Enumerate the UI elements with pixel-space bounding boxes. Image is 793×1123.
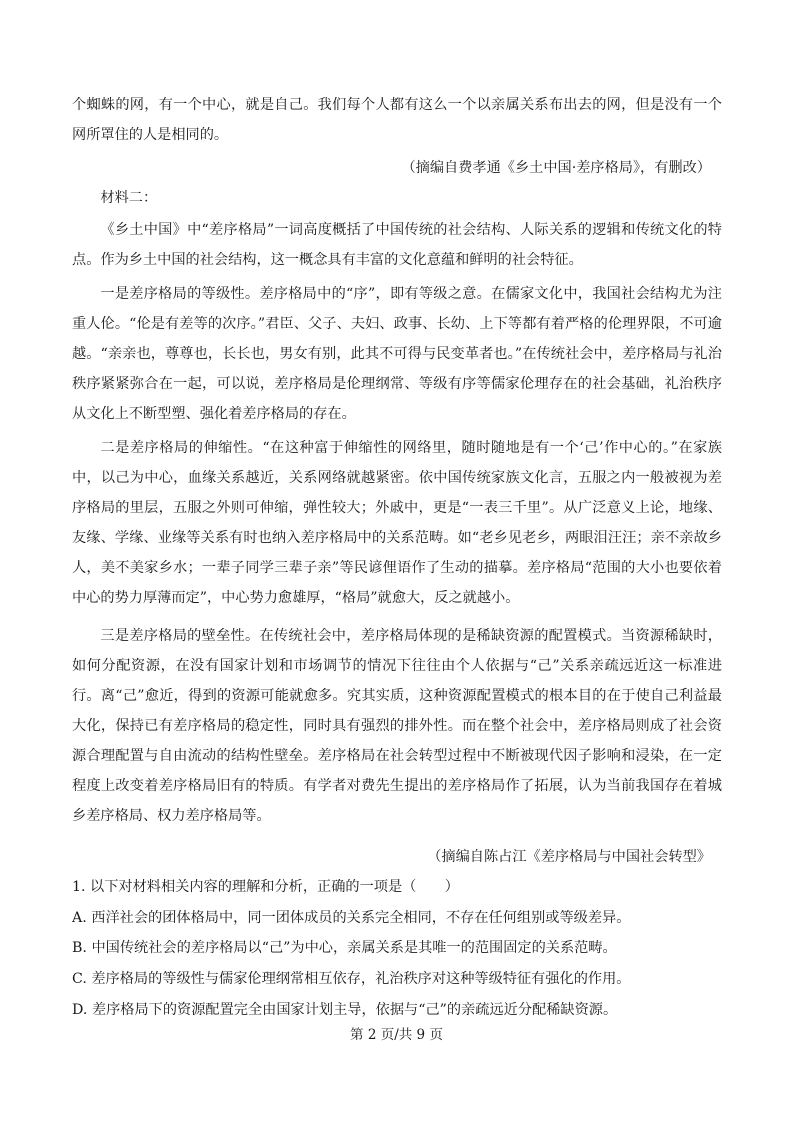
paragraph-intro: 《乡土中国》中“差序格局”一词高度概括了中国传统的社会结构、人际关系的逻辑和传统文化的特点。作为乡土中国的社会结构，这一概念具有丰富的文化意蕴和鲜明的社会特征。 — [72, 222, 722, 268]
option-a: A. 西洋社会的团体格局中，同一团体成员的关系完全相同，不存在任何组别或等级差异。 — [72, 910, 631, 926]
source-citation-2: （摘编自陈占江《差序格局与中国社会转型》 — [427, 849, 711, 865]
section-heading-material-2: 材料二： — [100, 190, 158, 206]
paragraph-hierarchy: 一是差序格局的等级性。差序格局中的“序”，即有等级之意。在儒家文化中，我国社会结构尤为注重人伦。“伦是有差等的次序。”君臣、父子、夫妇、政事、长幼、上下等都有着严格的伦理界限，不可逾越。“亲亲也，尊尊也，长长也，男女有别，此其不可得与民变革者也。”在传统社会中，差序格局与礼治秩序紧紧弥合在一起，可以说，差序格局是伦理纲常、等级有序等儒家伦理存在的社会基础，礼治秩序从文化上不断型塑、强化着差序格局的存在。 — [72, 286, 722, 422]
source-citation-1: （摘编自费孝通《乡土中国·差序格局》，有删改） — [401, 160, 711, 176]
option-d: D. 差序格局下的资源配置完全由国家计划主导，依据与“己”的亲疏远近分配稀缺资源。 — [72, 1002, 618, 1018]
question-stem: 1. 以下对材料相关内容的理解和分析，正确的一项是（ ） — [72, 879, 459, 895]
paragraph-elasticity: 二是差序格局的伸缩性。“在这种富于伸缩性的网络里，随时随地是有一个‘己’作中心的。”在家族中，以己为中心，血缘关系越近，关系网络就越紧密。依中国传统家族文化言，五服之内一般被视为差序格局的里层，五服之外则可伸缩，弹性较大；外戚中，更是“一表三千里”。从广泛意义上论，地缘、友缘、学缘、业缘等关系有时也纳入差序格局中的关系范畴。如“老乡见老乡，两眼泪汪汪；亲不亲故乡人，美不美家乡水；一辈子同学三辈子亲”等民谚俚语作了生动的描摹。差序格局“范围的大小也要依着中心的势力厚薄而定”，中心势力愈雄厚，“格局”就愈大，反之就越小。 — [72, 440, 722, 606]
paragraph-continuation: 个蜘蛛的网，有一个中心，就是自己。我们每个人都有这么一个以亲属关系布出去的网，但是没有一个网所罩住的人是相同的。 — [72, 97, 722, 143]
paragraph-barrier: 三是差序格局的壁垒性。在传统社会中，差序格局体现的是稀缺资源的配置模式。当资源稀缺时，如何分配资源，在没有国家计划和市场调节的情况下往往由个人依据与“己”关系亲疏远近这一标准进行。离“己”愈近，得到的资源可能就愈多。究其实质，这种资源配置模式的根本目的在于使自己利益最大化，保持已有差序格局的稳定性，同时具有强烈的排外性。而在整个社会中，差序格局则成了社会资源合理配置与自由流动的结构性壁垒。差序格局在社会转型过程中不断被现代因子影响和浸染，在一定程度上改变着差序格局旧有的特质。有学者对费先生提出的差序格局作了拓展，认为当前我国存在着城乡差序格局、权力差序格局等。 — [72, 628, 722, 824]
page-footer: 第 2 页/共 9 页 — [350, 1027, 443, 1043]
option-c: C. 差序格局的等级性与儒家伦理纲常相互依存，礼治秩序对这种等级特征有强化的作用。 — [72, 971, 631, 987]
option-b: B. 中国传统社会的差序格局以“己”为中心，亲属关系是其唯一的范围固定的关系范畴。 — [72, 940, 617, 956]
